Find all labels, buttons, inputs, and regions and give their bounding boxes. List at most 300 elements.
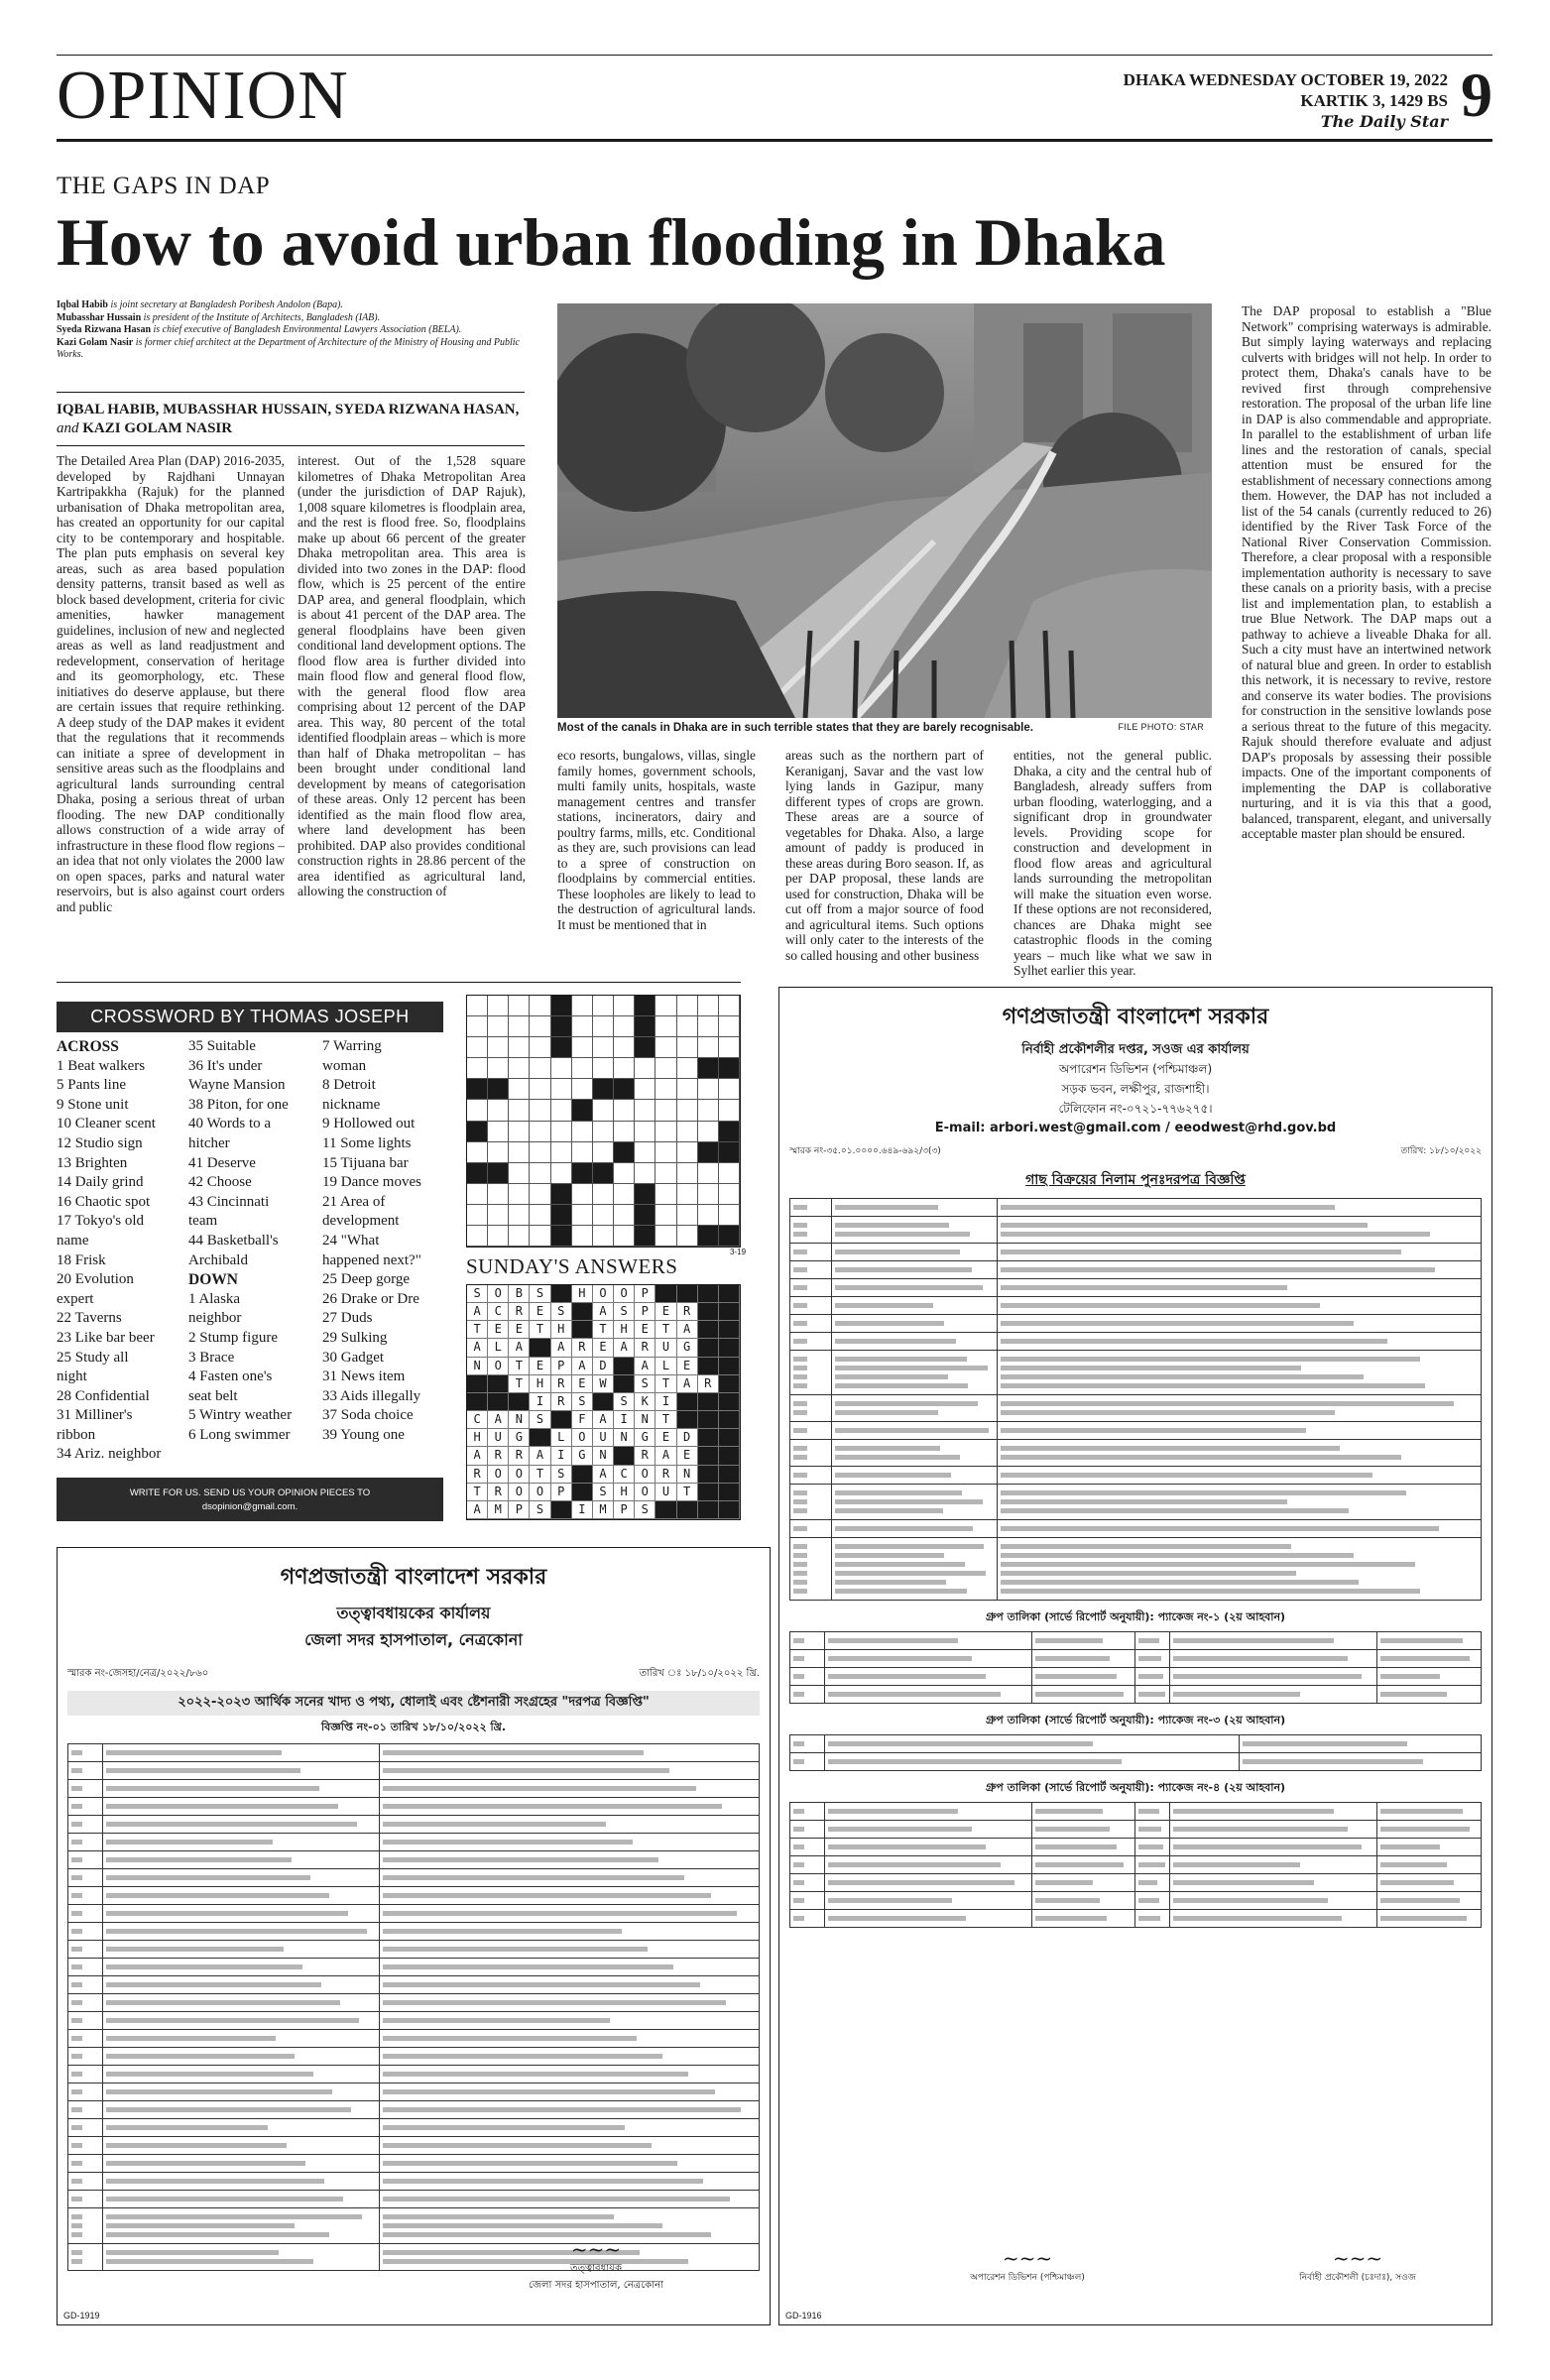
grid-cell[interactable] [572,1142,593,1163]
answer-cell [614,1358,635,1375]
grid-cell[interactable] [635,1079,656,1100]
grid-cell[interactable] [593,1058,614,1079]
grid-cell[interactable] [719,1122,740,1142]
grid-cell[interactable] [719,1100,740,1121]
answer-cell: E [656,1429,676,1447]
grid-cell[interactable] [614,1122,635,1142]
answer-cell: L [488,1339,509,1357]
clue: neighbor [188,1310,242,1327]
answer-cell: R [488,1484,509,1501]
grid-cell[interactable] [530,1058,550,1079]
text-line [71,2036,82,2041]
grid-cell[interactable] [551,1184,572,1205]
answer-cell: E [677,1358,698,1375]
grid-cell[interactable] [719,1163,740,1184]
crossword-title: CROSSWORD BY THOMAS JOSEPH [57,1002,443,1032]
table-cell [825,1892,1032,1909]
table-cell [790,1856,825,1873]
grid-cell[interactable] [656,1016,676,1037]
table-cell [380,1976,760,1993]
text-line [835,1339,956,1344]
answer-cell: I [656,1393,676,1411]
grid-cell[interactable] [530,1226,550,1247]
grid-cell[interactable] [656,996,676,1016]
table-cell [1032,1910,1136,1927]
clue: 11 Some lights [322,1134,412,1151]
notice-subtitle: জেলা সদর হাসপাতাল, নেত্রকোনা [304,1630,523,1649]
text-line [106,2197,343,2202]
grid-cell[interactable] [467,1205,488,1226]
table-cell [1032,1874,1136,1891]
grid-cell[interactable] [656,1205,676,1226]
text-line [793,1862,804,1867]
grid-cell[interactable] [656,1058,676,1079]
grid-cell[interactable] [656,1163,676,1184]
grid-cell[interactable] [551,996,572,1016]
text-line [1001,1455,1401,1460]
text-line [71,2000,82,2005]
grid-cell[interactable] [467,1037,488,1058]
grid-cell[interactable] [572,1163,593,1184]
grid-cell[interactable] [635,1142,656,1163]
grid-cell[interactable] [593,996,614,1016]
grid-cell[interactable] [551,1016,572,1037]
grid-cell[interactable] [656,1037,676,1058]
grid-cell[interactable] [614,996,635,1016]
grid-cell[interactable] [677,1122,698,1142]
grid-cell[interactable] [509,1142,530,1163]
grid-cell[interactable] [509,1163,530,1184]
grid-cell[interactable] [467,1184,488,1205]
text-line [106,2214,362,2219]
grid-cell[interactable] [509,1122,530,1142]
table-row [790,1686,1482,1704]
grid-cell[interactable] [509,1037,530,1058]
grid-cell[interactable] [488,996,509,1016]
text-line [793,1692,804,1697]
table-cell [832,1199,998,1216]
text-line [828,1741,1093,1746]
grid-cell[interactable] [614,1142,635,1163]
grid-cell[interactable] [635,1122,656,1142]
text-line [1380,1656,1470,1661]
text-line [1138,1656,1161,1661]
grid-cell[interactable] [530,1205,550,1226]
table-row [790,1279,1482,1297]
grid-cell[interactable] [572,1184,593,1205]
grid-cell[interactable] [488,1142,509,1163]
grid-cell[interactable] [719,1184,740,1205]
answer-cell [719,1429,740,1447]
table-row [790,1440,1482,1467]
grid-cell[interactable] [530,1122,550,1142]
across-heading: ACROSS [57,1038,119,1055]
grid-cell[interactable] [593,1037,614,1058]
table-cell [832,1351,998,1394]
clue: 26 Drake or Dre [322,1290,419,1307]
text-line [835,1232,970,1237]
bio-line: Kazi Golam Nasir is former chief architect at the Department of Architecture of the Ministry of Housing and Public Works. [57,336,520,360]
answer-cell: R [551,1393,572,1411]
table-cell [68,1905,103,1922]
clue: 19 Dance moves [322,1174,421,1191]
answer-cell: H [572,1285,593,1303]
grid-cell[interactable] [593,1163,614,1184]
grid-cell[interactable] [509,1205,530,1226]
grid-cell[interactable] [509,1226,530,1247]
answer-cell: R [635,1447,656,1465]
grid-cell[interactable] [614,1100,635,1121]
grid-cell[interactable] [719,1205,740,1226]
grid-cell[interactable] [698,1037,719,1058]
grid-cell[interactable] [677,1184,698,1205]
grid-cell[interactable] [572,1100,593,1121]
table-row [68,2066,760,2083]
table-cell [1377,1650,1482,1667]
text-line [793,1232,807,1237]
grid-cell[interactable] [635,1163,656,1184]
text-line [1173,1692,1299,1697]
text-line [106,1875,311,1880]
text-line [835,1455,961,1460]
table-row [68,1994,760,2012]
grid-cell[interactable] [530,1142,550,1163]
text-line [106,2161,305,2166]
text-line [828,1827,973,1832]
grid-cell[interactable] [677,1079,698,1100]
grid-cell[interactable] [488,1163,509,1184]
table-cell [1240,1735,1482,1752]
text-line [828,1674,987,1679]
text-line [383,2018,611,2023]
text-line [1380,1638,1463,1643]
grid-cell[interactable] [509,996,530,1016]
grid-cell[interactable] [572,1037,593,1058]
grid-cell[interactable] [614,1163,635,1184]
table-row [790,1735,1482,1753]
top-rule [57,55,1492,56]
grid-cell[interactable] [572,1016,593,1037]
table-row [790,1333,1482,1351]
grid-cell[interactable] [614,1184,635,1205]
text-line [835,1544,985,1549]
grid-cell[interactable] [467,1016,488,1037]
grid-cell[interactable] [593,1100,614,1121]
grid-cell[interactable] [635,1037,656,1058]
grid-cell[interactable] [719,996,740,1016]
grid-cell[interactable] [509,1184,530,1205]
table-cell [103,2048,380,2065]
table-cell [380,2173,760,2190]
table-cell [832,1261,998,1278]
grid-cell[interactable] [719,1142,740,1163]
grid-cell[interactable] [614,1016,635,1037]
text-line [1035,1880,1094,1885]
table-cell [1135,1821,1170,1838]
grid-cell[interactable] [635,996,656,1016]
grid-cell[interactable] [551,1058,572,1079]
grid-cell[interactable] [698,1016,719,1037]
grid-cell[interactable] [509,1058,530,1079]
table-cell [103,1959,380,1975]
grid-cell[interactable] [572,996,593,1016]
grid-cell[interactable] [530,1037,550,1058]
grid-cell[interactable] [488,1184,509,1205]
table-cell [825,1753,1240,1770]
answer-cell: T [656,1321,676,1339]
grid-cell[interactable] [698,1100,719,1121]
text-line [106,1750,282,1755]
grid-cell[interactable] [551,1205,572,1226]
answer-cell [551,1411,572,1429]
answer-cell [698,1429,719,1447]
grid-cell[interactable] [488,1100,509,1121]
grid-cell[interactable] [656,1122,676,1142]
answer-cell: H [614,1484,635,1501]
grid-cell[interactable] [719,1058,740,1079]
grid-cell[interactable] [572,1205,593,1226]
grid-cell[interactable] [509,1079,530,1100]
grid-cell[interactable] [530,1163,550,1184]
grid-cell[interactable] [593,1016,614,1037]
grid-cell[interactable] [551,1142,572,1163]
table-cell [68,1976,103,1993]
grid-cell[interactable] [635,1205,656,1226]
answer-cell [698,1393,719,1411]
answer-cell: O [488,1466,509,1484]
grid-cell[interactable] [593,1142,614,1163]
grid-cell[interactable] [467,996,488,1016]
text-line [383,2107,741,2112]
grid-cell[interactable] [530,1184,550,1205]
grid-cell[interactable] [656,1142,676,1163]
clue: 10 Cleaner scent [57,1116,156,1132]
grid-cell[interactable] [656,1184,676,1205]
grid-cell[interactable] [509,1016,530,1037]
grid-cell[interactable] [635,1100,656,1121]
bio-line: Mubasshar Hussain is president of the Institute of Architects, Bangladesh (IAB). [57,311,381,323]
table-cell [832,1279,998,1296]
grid-cell[interactable] [614,1079,635,1100]
grid-cell[interactable] [677,1226,698,1247]
text-line [383,2223,662,2228]
grid-cell[interactable] [551,1163,572,1184]
table-cell [998,1261,1482,1278]
text-line [1380,1916,1467,1921]
grid-cell[interactable] [488,1226,509,1247]
grid-cell[interactable] [593,1079,614,1100]
grid-cell[interactable] [698,1163,719,1184]
grid-cell[interactable] [656,1079,676,1100]
notice-ref-row [67,1666,760,1683]
text-line [1001,1250,1401,1254]
text-line [383,2089,715,2094]
text-line [106,1893,330,1898]
grid-cell[interactable] [677,1100,698,1121]
answer-cell [719,1303,740,1321]
clue: 9 Stone unit [57,1096,129,1113]
grid-cell[interactable] [467,1163,488,1184]
grid-cell[interactable] [572,1122,593,1142]
grid-cell[interactable] [677,1205,698,1226]
grid-cell[interactable] [488,1205,509,1226]
grid-cell[interactable] [572,1058,593,1079]
grid-cell[interactable] [467,1058,488,1079]
grid-cell[interactable] [635,1184,656,1205]
grid-cell[interactable] [635,1016,656,1037]
text-line [71,1840,82,1844]
text-line [1001,1508,1349,1513]
grid-cell[interactable] [719,1079,740,1100]
table-row [790,1422,1482,1440]
grid-cell[interactable] [719,1037,740,1058]
grid-cell[interactable] [551,1226,572,1247]
table-cell [1032,1892,1136,1909]
table-cell [380,2101,760,2118]
answer-cell: U [656,1339,676,1357]
grid-cell[interactable] [698,1058,719,1079]
grid-cell[interactable] [467,1079,488,1100]
grid-cell[interactable] [614,1205,635,1226]
table-cell [998,1279,1482,1296]
text-line [1173,1898,1328,1903]
table-cell [1170,1839,1377,1855]
grid-cell[interactable] [467,1226,488,1247]
grid-cell[interactable] [488,1058,509,1079]
text-line [383,1964,674,1969]
text-line [793,1428,807,1433]
grid-cell[interactable] [593,1122,614,1142]
answer-cell [677,1501,698,1519]
grid-cell[interactable] [677,1037,698,1058]
grid-cell[interactable] [719,1226,740,1247]
notice-subtitle: সড়ক ভবন, লক্ষীপুর, রাজশাহী। [1061,1082,1210,1096]
text-line [835,1401,978,1406]
grid-cell[interactable] [719,1016,740,1037]
grid-cell[interactable] [698,1142,719,1163]
grid-cell[interactable] [677,1163,698,1184]
grid-cell[interactable] [509,1100,530,1121]
bio-line: Syeda Rizwana Hasan is chief executive of Bangladesh Environmental Lawyers Association (BELA). [57,324,462,335]
table-cell [998,1315,1482,1332]
grid-cell[interactable] [530,1100,550,1121]
grid-cell[interactable] [677,1058,698,1079]
grid-cell[interactable] [677,1016,698,1037]
clue: 6 Long swimmer [188,1426,291,1443]
grid-cell[interactable] [467,1142,488,1163]
table-cell [103,1905,380,1922]
text-line [793,1553,807,1558]
grid-cell[interactable] [467,1100,488,1121]
grid-cell[interactable] [467,1122,488,1142]
grid-cell[interactable] [551,1100,572,1121]
grid-cell[interactable] [593,1226,614,1247]
table-cell [790,1650,825,1667]
grid-cell[interactable] [677,1142,698,1163]
clue: night [57,1368,87,1385]
text-line [1035,1827,1110,1832]
text-line [1001,1357,1420,1362]
clue: Archibald [188,1251,248,1268]
grid-cell[interactable] [677,996,698,1016]
grid-cell[interactable] [635,1058,656,1079]
answer-cell: L [656,1358,676,1375]
article-headline: How to avoid urban flooding in Dhaka [57,204,1166,280]
answer-cell: C [467,1411,488,1429]
grid-cell[interactable] [614,1037,635,1058]
answer-cell: O [509,1466,530,1484]
table-cell [790,1538,832,1600]
text-line [828,1759,1122,1764]
grid-cell[interactable] [614,1058,635,1079]
text-line [1001,1401,1454,1406]
grid-cell[interactable] [698,1079,719,1100]
grid-cell[interactable] [698,996,719,1016]
grid-cell[interactable] [698,1184,719,1205]
table-cell [832,1315,998,1332]
grid-cell[interactable] [698,1205,719,1226]
grid-cell[interactable] [488,1079,509,1100]
text-line [835,1571,986,1576]
table-cell [790,1839,825,1855]
answer-cell: S [467,1285,488,1303]
grid-cell[interactable] [614,1226,635,1247]
grid-cell[interactable] [530,1079,550,1100]
answer-cell: W [593,1375,614,1393]
text-line [1173,1656,1348,1661]
grid-cell[interactable] [551,1037,572,1058]
table-row [790,1217,1482,1244]
text-line [71,2107,82,2112]
text-line [1173,1827,1348,1832]
article-column-3: eco resorts, bungalows, villas, single family homes, government schools, multi family units, hospitals, waste management centres and transfer stations, incinerators, dairy and poultry farms, mills, etc. Conditional as they are, such provisions can lead to a spree of construction on floodplains by commercial entities. These loopholes are likely to lead to the destruction of agricultural lands. It must be mentioned that in [557,748,756,932]
grid-cell[interactable] [530,996,550,1016]
table-cell [1170,1821,1377,1838]
answer-cell [719,1411,740,1429]
grid-cell[interactable] [656,1226,676,1247]
grid-cell[interactable] [572,1079,593,1100]
table-cell [103,2155,380,2172]
table-cell [825,1821,1032,1838]
answer-cell [719,1484,740,1501]
table-cell [825,1874,1032,1891]
table-row [68,2030,760,2048]
grid-cell[interactable] [698,1226,719,1247]
grid-cell[interactable] [593,1205,614,1226]
text-line [71,2223,82,2228]
text-line [1001,1544,1291,1549]
grid-cell[interactable] [530,1016,550,1037]
grid-cell[interactable] [656,1100,676,1121]
grid-cell[interactable] [551,1079,572,1100]
grid-cell[interactable] [572,1226,593,1247]
grid-cell[interactable] [635,1226,656,1247]
answer-cell [488,1375,509,1393]
section-title: OPINION [57,58,349,134]
notice-ref-row [789,1143,1482,1158]
grid-cell[interactable] [488,1122,509,1142]
grid-cell[interactable] [698,1122,719,1142]
text-line [1001,1366,1301,1370]
grid-cell[interactable] [551,1122,572,1142]
grid-cell[interactable] [488,1016,509,1037]
grid-cell[interactable] [488,1037,509,1058]
answer-cell: H [530,1375,550,1393]
grid-cell[interactable] [593,1184,614,1205]
text-line [1001,1232,1430,1237]
text-line [1173,1844,1362,1849]
clue: 29 Sulking [322,1329,388,1346]
